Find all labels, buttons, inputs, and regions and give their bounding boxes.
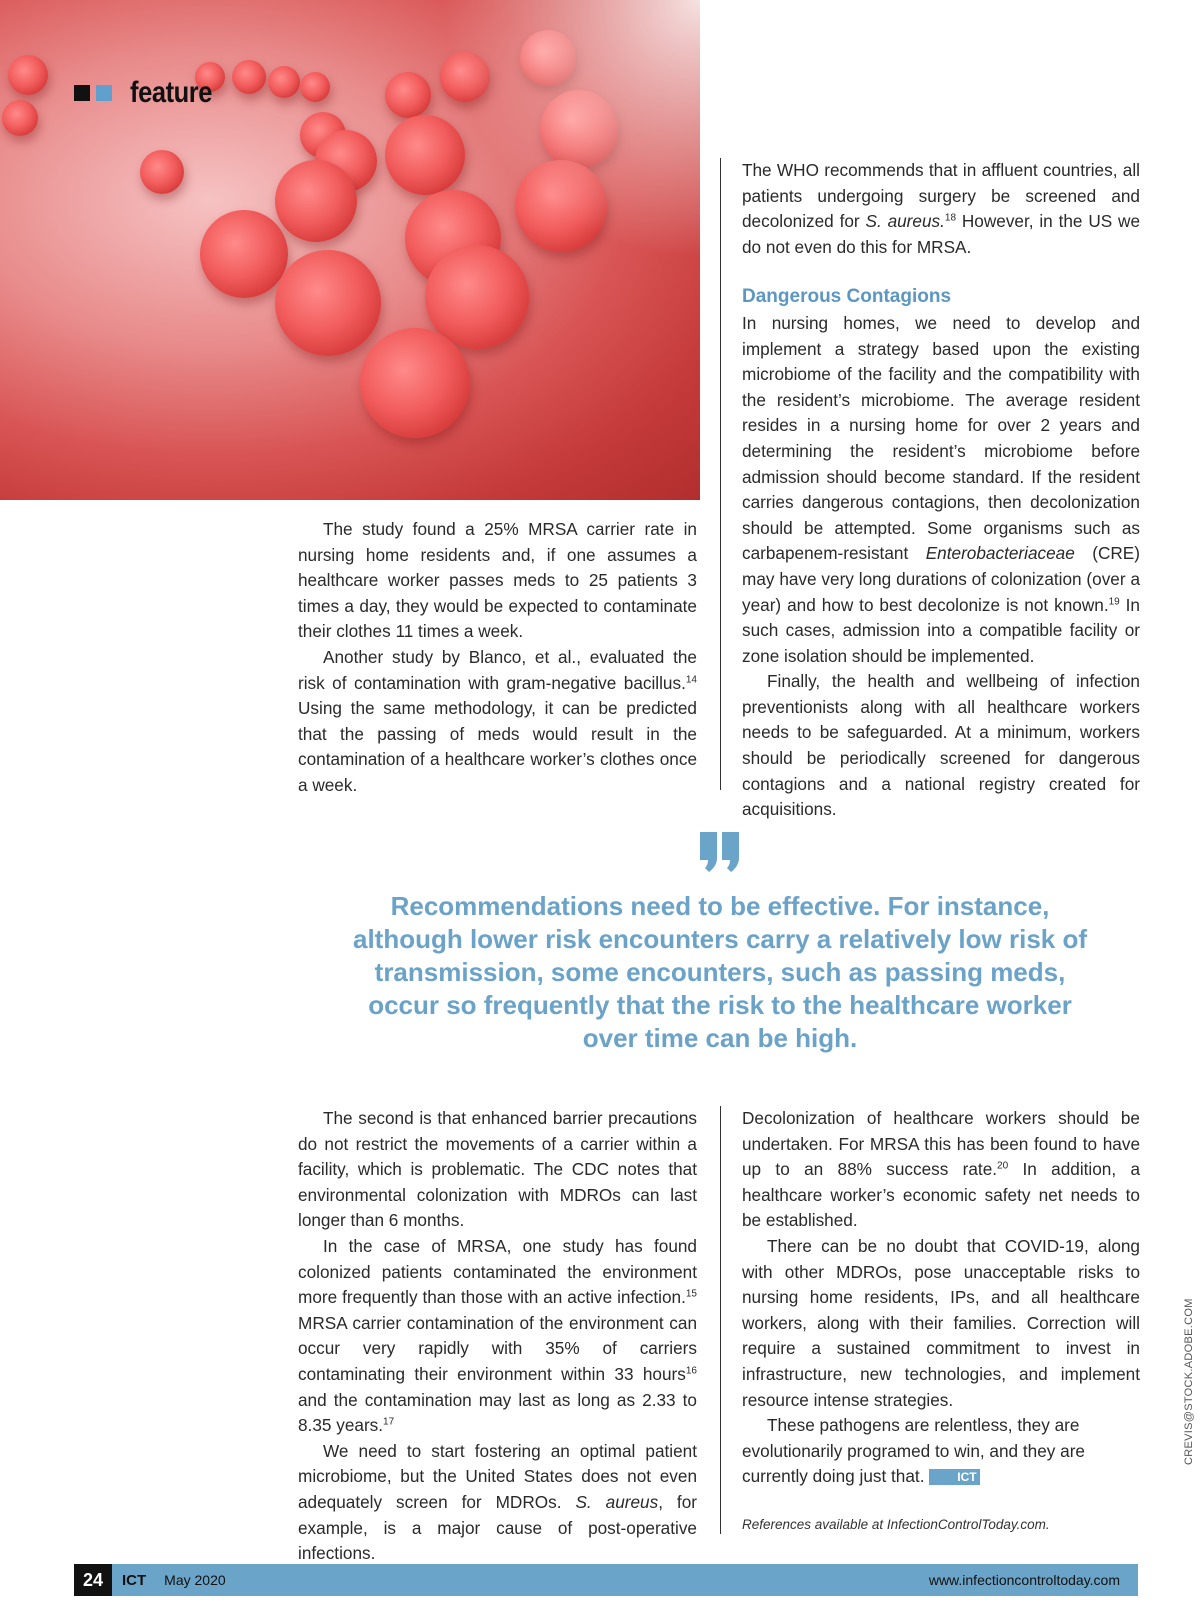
ict-end-logo-icon: ICT [929,1469,979,1485]
bacteria-cell [2,100,38,136]
bacteria-cell [232,60,266,94]
footer-magazine: ICT [122,1571,147,1589]
bacteria-cell [360,328,470,438]
paragraph: The study found a 25% MRSA carrier rate in nursing home residents and, if one assumes a healthcare worker passes meds to 25 patients 3 times a day, they would be expected to contaminate their clothes 11 times a week. [298,519,697,642]
section-tag [74,76,227,110]
bacteria-cell [515,160,607,252]
tag-square-blue [96,85,112,101]
column-right-bottom [742,1106,1140,1538]
footer-date: May 2020 [164,1572,226,1588]
hero-image-bacteria [0,0,700,500]
bacteria-cell [520,30,576,86]
bacteria-cell [300,72,330,102]
bacteria-cell [140,150,184,194]
bacteria-cell [275,250,381,356]
column-divider-bottom [720,1106,721,1534]
image-credit: CREVIS@STOCK.ADOBE.COM [1183,1298,1195,1465]
page-footer [74,1564,1138,1596]
paragraph: There can be no doubt that COVID-19, along with other MDROs, pose unacceptable risks to nursing home residents, IPs, and all healthcare workers, along with their families. Correction will require a sustained commitment to invest in infrastructure, new technologies, and implement resource intense strategies. [742,1235,1140,1410]
column-divider-top [720,158,721,790]
paragraph: In nursing homes, we need to develop and implement a strategy based upon the existing microbiome of the facility and the compatibility with the resident’s microbiome. The average resident resides in a nursing home for over 2 years and determining the resident’s microbiome before admission should become standard. If the resident carries dangerous contagions, then decolonization should be attempted. Some organisms such as carbapenem-resistant Enterobacteriaceae (CRE) may have very long durations of colonization (over a year) and how to best decolonize is not known.$^{19}$ In such cases, admission into a compatible facility or zone isolation should be implemented. [742,312,1140,666]
bacteria-cell [440,52,490,102]
bacteria-cell [385,115,465,195]
paragraph: The second is that enhanced barrier precautions do not restrict the movements of a carrier within a facility, which is problematic. The CDC notes that environmental colonization with MDROs can last longer than 6 months. [298,1108,697,1231]
subheading: Dangerous Contagions [742,286,952,308]
bacteria-cell [385,72,431,118]
bacteria-cell [540,90,618,168]
bacteria-cell [200,210,288,298]
bacteria-cell [8,55,48,95]
column-right-top [742,158,1140,823]
quote-mark-icon [700,832,740,872]
section-label: feature [130,76,213,109]
bacteria-cell [275,160,357,242]
column-left-top [298,517,697,799]
paragraph: Finally, the health and wellbeing of infection preventionists along with all healthcare workers needs to be safeguarded. At a minimum, workers should be periodically screened for dangerous contagions and a national registry created for acquisitions. [742,671,1140,820]
page-number: 24 [74,1564,112,1596]
paragraph: We need to start fostering an optimal patient microbiome, but the United States does not even adequately screen for MDROs. S. aureus, for example, is a major cause of post-operative infections. [298,1440,697,1564]
paragraph: In the case of MRSA, one study has found colonized patients contaminated the environment more frequently than those with an active infection.$^{15}$ MRSA carrier contamination of the environment can occur very rapidly with 35% of carriers contaminating their environment within 33 hours$^{16}$ and the contamination may last as long as 2.33 to 8.35 years.$^{17}$ [298,1235,697,1436]
bacteria-cell [268,66,300,98]
paragraph: Decolonization of healthcare workers should be undertaken. For MRSA this has been found to have up to an 88% success rate.$^{20}$ In addition, a healthcare worker’s economic safety net needs to be established. [742,1108,1141,1231]
column-left-bottom [298,1106,697,1567]
references-note: References available at InfectionControlToday.com. [742,1516,1050,1532]
tag-square-dark [74,85,90,101]
paragraph: These pathogens are relentless, they are evolutionarily programed to win, and they are currently doing just that. ICT [742,1415,1085,1487]
paragraph: The WHO recommends that in affluent countries, all patients undergoing surgery be screened and decolonized for S. aureus.$^{18}$ However, in the US we do not even do this for MRSA. [742,160,1141,257]
paragraph: Another study by Blanco, et al., evaluated the risk of contamination with gram-negative bacillus.$^{14}$ Using the same methodology, it can be predicted that the passing of meds would result in the contamination of a healthcare worker’s clothes once a week. [298,646,697,795]
footer-url[interactable]: www.infectioncontroltoday.com [928,1572,1120,1588]
pull-quote: Recommendations need to be effective. For instance, although lower risk encounters carry a relatively low risk of transmission, some encounters, such as passing meds, occur so frequently that the risk to the healthcare worker over time can be high. [352,891,1088,1053]
